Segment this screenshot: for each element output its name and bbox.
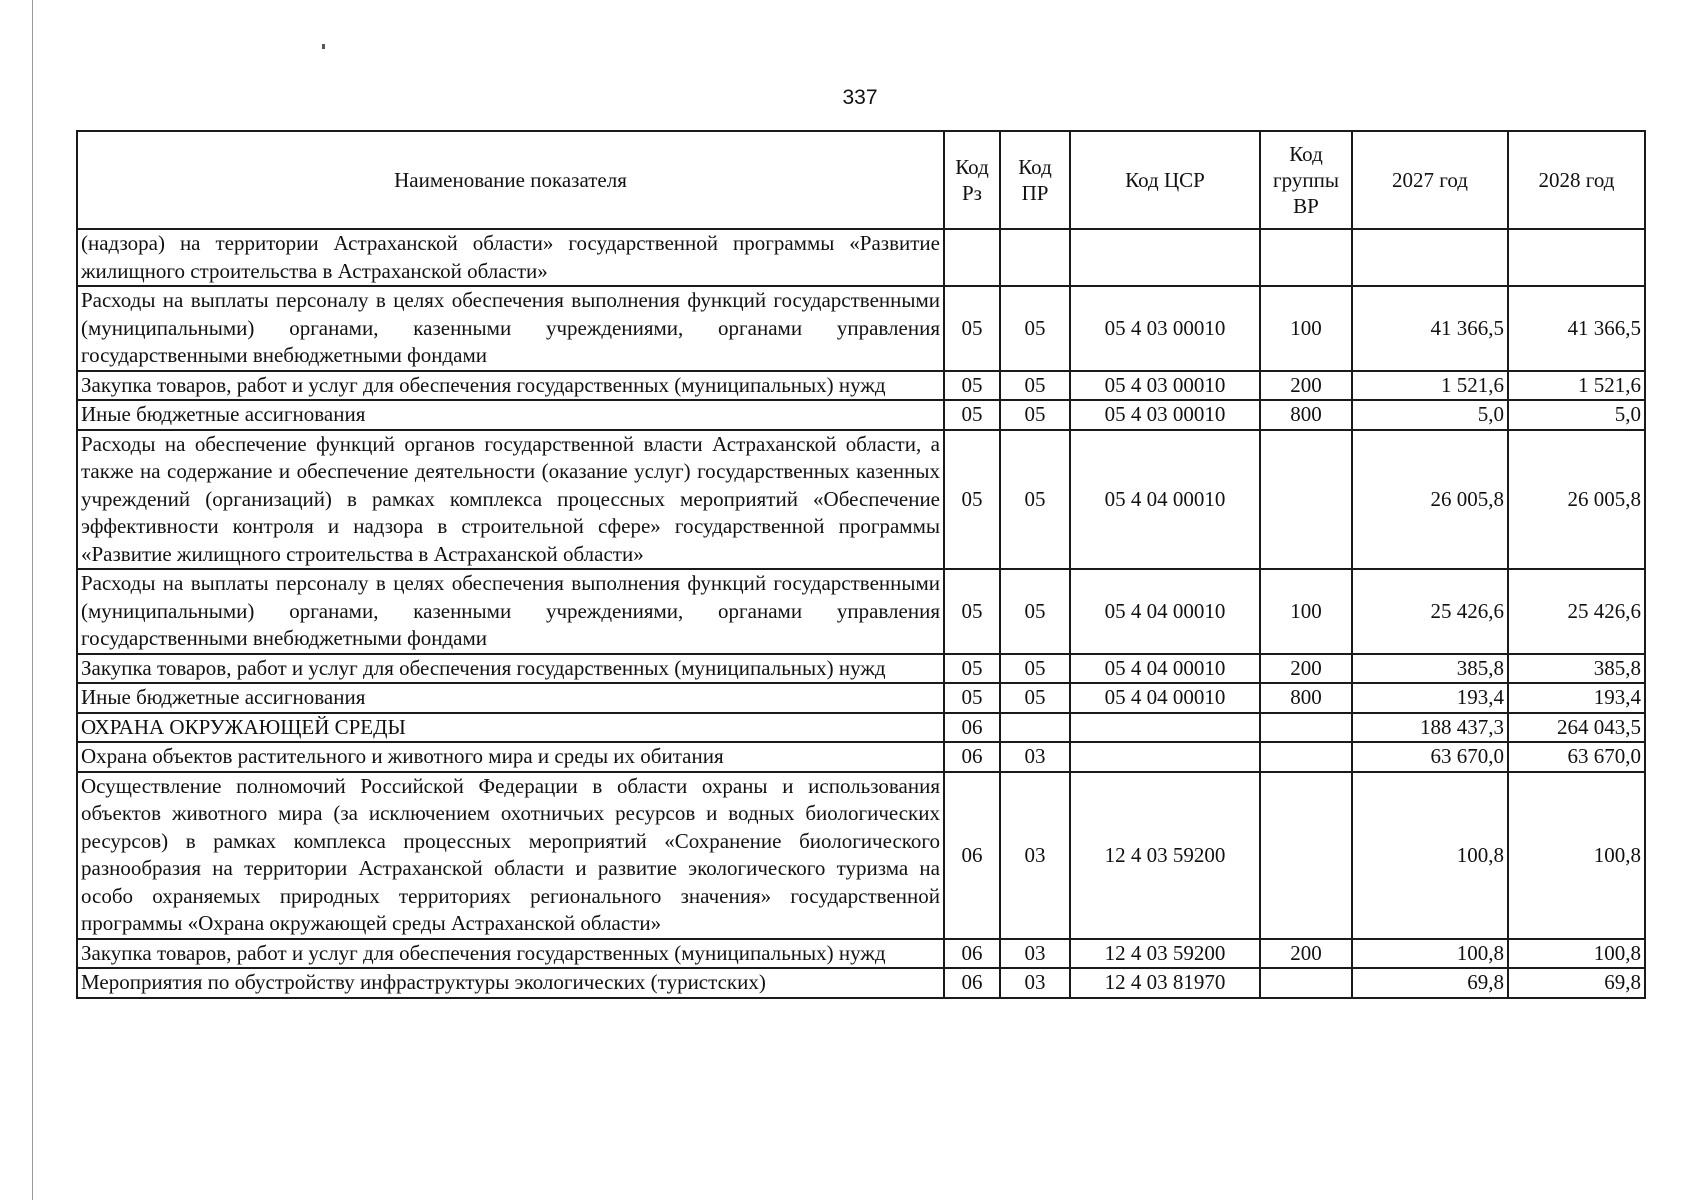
cell-2027: 63 670,0 [1352,742,1508,772]
page-number: 337 [842,86,878,109]
cell-name: Расходы на выплаты персоналу в целях обеспечения выполнения функций государственными (муниципальными) органами, казенными учреждениями, органами управления государственными внебюджетными фондами [77,286,944,371]
cell-name: Расходы на выплаты персоналу в целях обеспечения выполнения функций государственными (муниципальными) органами, казенными учреждениями, органами управления государственными внебюджетными фондами [77,569,944,654]
cell-2027: 385,8 [1352,654,1508,684]
cell-vr: 200 [1260,654,1352,684]
cell-2027: 188 437,3 [1352,713,1508,743]
cell-2027: 25 426,6 [1352,569,1508,654]
cell-2028: 1 521,6 [1508,371,1645,401]
cell-2028: 5,0 [1508,400,1645,430]
table-row [77,400,1645,430]
cell-vr [1260,968,1352,998]
table-row [77,683,1645,713]
cell-csr: 05 4 04 00010 [1070,569,1260,654]
header-csr: Код ЦСР [1070,131,1260,229]
cell-name: Закупка товаров, работ и услуг для обеспечения государственных (муниципальных) нужд [77,371,944,401]
cell-2027: 41 366,5 [1352,286,1508,371]
cell-2028 [1508,229,1645,286]
header-2028: 2028 год [1508,131,1645,229]
cell-csr: 05 4 04 00010 [1070,430,1260,570]
cell-pr: 05 [1000,683,1070,713]
scan-speck [322,44,325,49]
table-row [77,713,1645,743]
cell-pr: 03 [1000,968,1070,998]
cell-csr: 12 4 03 81970 [1070,968,1260,998]
cell-2028: 41 366,5 [1508,286,1645,371]
cell-rz: 05 [944,371,1000,401]
header-row [77,131,1645,229]
header-vr: Код группы ВР [1260,131,1352,229]
cell-2027: 100,8 [1352,939,1508,969]
header-2027: 2027 год [1352,131,1508,229]
cell-pr: 03 [1000,772,1070,939]
table-row [77,569,1645,654]
cell-vr: 800 [1260,400,1352,430]
cell-vr [1260,713,1352,743]
cell-name: Иные бюджетные ассигнования [77,400,944,430]
cell-vr [1260,772,1352,939]
cell-name: ОХРАНА ОКРУЖАЮЩЕЙ СРЕДЫ [77,713,944,743]
cell-rz: 06 [944,968,1000,998]
table-row [77,371,1645,401]
table-row [77,430,1645,570]
cell-rz: 05 [944,286,1000,371]
cell-2027: 69,8 [1352,968,1508,998]
cell-name: Расходы на обеспечение функций органов государственной власти Астраханской области, а также на содержание и обеспечение деятельности (оказание услуг) государственных казенных учреждений (организаций) в рамках комплекса процессных мероприятий «Обеспечение эффективности контроля и надзора в строительной сфере» государственной программы «Развитие жилищного строительства в Астраханской области» [77,430,944,570]
cell-pr: 05 [1000,371,1070,401]
cell-pr: 05 [1000,400,1070,430]
cell-vr: 200 [1260,939,1352,969]
cell-2027: 26 005,8 [1352,430,1508,570]
cell-pr [1000,229,1070,286]
cell-rz: 06 [944,772,1000,939]
cell-2027: 193,4 [1352,683,1508,713]
cell-rz: 05 [944,569,1000,654]
cell-csr: 05 4 03 00010 [1070,286,1260,371]
cell-vr: 100 [1260,569,1352,654]
table-row [77,968,1645,998]
cell-2027 [1352,229,1508,286]
cell-rz: 05 [944,430,1000,570]
cell-pr: 03 [1000,939,1070,969]
cell-csr: 05 4 03 00010 [1070,371,1260,401]
cell-name: Закупка товаров, работ и услуг для обеспечения государственных (муниципальных) нужд [77,654,944,684]
header-rz: Код Рз [944,131,1000,229]
cell-name: Охрана объектов растительного и животного мира и среды их обитания [77,742,944,772]
budget-table [76,130,1646,999]
cell-rz: 06 [944,939,1000,969]
table-body [77,229,1645,998]
cell-name: Иные бюджетные ассигнования [77,683,944,713]
table-row [77,772,1645,939]
cell-csr: 12 4 03 59200 [1070,772,1260,939]
table-row [77,742,1645,772]
cell-2027: 100,8 [1352,772,1508,939]
cell-2028: 193,4 [1508,683,1645,713]
table-row [77,286,1645,371]
cell-csr: 05 4 04 00010 [1070,654,1260,684]
cell-vr: 100 [1260,286,1352,371]
cell-csr [1070,229,1260,286]
cell-pr: 03 [1000,742,1070,772]
cell-csr [1070,713,1260,743]
cell-pr [1000,713,1070,743]
cell-2028: 264 043,5 [1508,713,1645,743]
cell-rz: 06 [944,742,1000,772]
header-name: Наименование показателя [77,131,944,229]
cell-2028: 100,8 [1508,772,1645,939]
cell-rz [944,229,1000,286]
cell-pr: 05 [1000,286,1070,371]
cell-2028: 69,8 [1508,968,1645,998]
cell-rz: 05 [944,683,1000,713]
cell-name: (надзора) на территории Астраханской области» государственной программы «Развитие жилищного строительства в Астраханской области» [77,229,944,286]
cell-csr [1070,742,1260,772]
cell-2028: 385,8 [1508,654,1645,684]
header-pr: Код ПР [1000,131,1070,229]
table-row [77,939,1645,969]
cell-pr: 05 [1000,569,1070,654]
cell-2028: 63 670,0 [1508,742,1645,772]
table-row [77,654,1645,684]
cell-vr: 200 [1260,371,1352,401]
cell-name: Мероприятия по обустройству инфраструктуры экологических (туристских) [77,968,944,998]
table-row [77,229,1645,286]
cell-rz: 05 [944,654,1000,684]
cell-rz: 05 [944,400,1000,430]
cell-2028: 100,8 [1508,939,1645,969]
cell-name: Закупка товаров, работ и услуг для обеспечения государственных (муниципальных) нужд [77,939,944,969]
scan-margin-line [32,0,33,1200]
cell-csr: 12 4 03 59200 [1070,939,1260,969]
cell-2028: 25 426,6 [1508,569,1645,654]
cell-csr: 05 4 03 00010 [1070,400,1260,430]
cell-vr: 800 [1260,683,1352,713]
cell-vr [1260,430,1352,570]
cell-name: Осуществление полномочий Российской Федерации в области охраны и использования объектов животного мира (за исключением охотничьих ресурсов и водных биологических ресурсов) в рамках комплекса процессных мероприятий «Сохранение биологического разнообразия на территории Астраханской области и развитие экологического туризма на особо охраняемых природных территориях регионального значения» государственной программы «Охрана окружающей среды Астраханской области» [77,772,944,939]
cell-2028: 26 005,8 [1508,430,1645,570]
cell-vr [1260,742,1352,772]
cell-2027: 1 521,6 [1352,371,1508,401]
cell-csr: 05 4 04 00010 [1070,683,1260,713]
cell-vr [1260,229,1352,286]
cell-2027: 5,0 [1352,400,1508,430]
cell-pr: 05 [1000,430,1070,570]
cell-pr: 05 [1000,654,1070,684]
cell-rz: 06 [944,713,1000,743]
